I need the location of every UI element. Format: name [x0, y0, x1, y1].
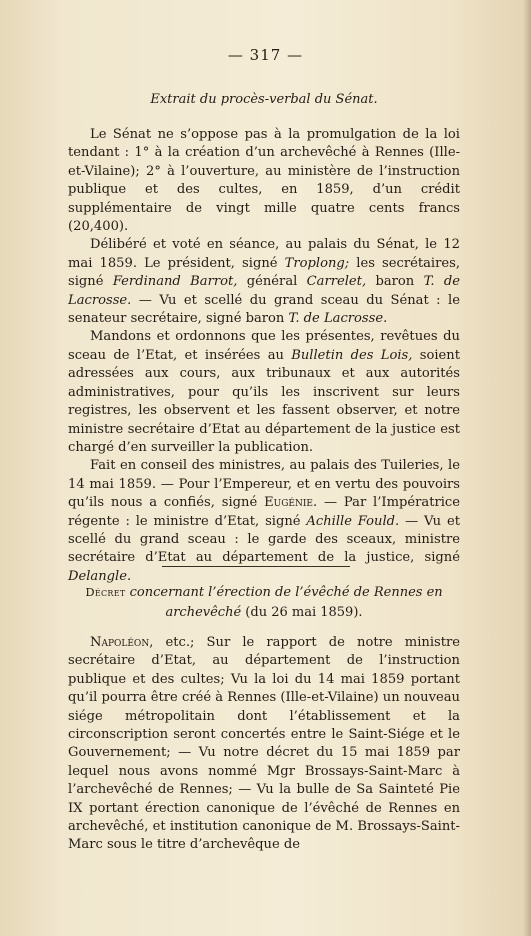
text-run: — Vu et scellé du grand sceau du Sénat : le senateur secrétaire, signé baron [68, 292, 460, 327]
signature-barrot: Ferdinand Barrot, [112, 274, 238, 290]
decree-body [68, 634, 460, 855]
text-run: général [237, 274, 307, 290]
decree-date: (du 26 mai 1859). [245, 605, 363, 620]
decree-heading [68, 582, 460, 623]
page-edge-shadow [523, 0, 531, 936]
page-number: — 317 — [227, 46, 304, 64]
bulletin-des-lois: Bulletin des Lois, [291, 347, 413, 363]
senate-extract-body [68, 126, 460, 586]
signature-eugenie: Eugénie. [264, 495, 318, 511]
text-run: Mandons et ordonnons que les présentes, revêtues du sceau de l’Etat, et insérées au [68, 329, 460, 363]
text-run: — Vu et scellé du grand sceau : le garde des sceaux, ministre secrétaire d’Etat au département de la justice, signé [68, 513, 460, 566]
signature-fould: Achille Fould. [306, 513, 400, 529]
text-run: — Par l’Impératrice régente : le ministre d’Etat, signé [68, 495, 460, 529]
decree-label: Décret [85, 585, 126, 599]
text-run: , etc.; Sur le rapport de notre ministre secrétaire d’Etat, au département de l’instruction publique et des cultes; Vu la loi du 14 mai 1859 portant qu’il pourra être créé à Rennes (Ille-et-Vilaine) un nouveau siége métropolitain dont l’établissement et la circonscription seront concertés entre le Saint-Siége et le Gouvernement; — Vu notre décret du 15 mai 1859 par lequel nous avons nommé Mgr Brossays-Saint-Marc à l’archevêché de Rennes; — Vu la bulle de Sa Sainteté Pie IX portant érection canonique de l’évêché de Rennes en archevêché, et institution canonique de M. Brossays-Saint-Marc sous le titre d’archevêque de [68, 635, 460, 853]
text-run: soient adressées aux cours, aux tribunaux et aux autorités administratives, pour qu’ils les inscrivent sur leurs registres, les observent et les fassent observer, et notre ministre secrétaire d’Etat au département de la justice est chargé d’en surveiller la publication. [68, 347, 460, 455]
signature-delangle: Delangle. [68, 568, 132, 584]
signature-troplong: Troplong; [284, 255, 350, 271]
text-run: Délibéré et voté en séance, au palais du Sénat, le 12 mai 1859. Le président, signé [68, 237, 460, 271]
text-run: les secrétaires, signé [68, 255, 461, 290]
section-divider [162, 566, 350, 567]
text-run: baron [366, 274, 424, 290]
senate-deliberation-paragraph [68, 236, 460, 328]
senate-resolution-paragraph: Le Sénat ne s’oppose pas à la promulgation de la loi tendant : 1° à la création d’un archevêché à Rennes (Ille-et-Vilaine); 2° à l’ouverture, au ministère de l’instruction publique et des cultes, en 1859, d’un crédit supplémentaire de vingt mille quatre cents francs (20,400). [68, 127, 460, 235]
decree-title: concernant l’érection de l’évêché de Rennes en archevêché [129, 585, 443, 620]
text-run: Fait en conseil des ministres, au palais des Tuileries, le 14 mai 1859. — Pour l’Empereur, et en vertu des pouvoirs qu’ils nous a confiés, signé [68, 458, 460, 511]
napoleon-name: Napoléon [90, 635, 150, 650]
signature-carrelet: Carrelet, [306, 274, 367, 290]
senate-extract-heading: Extrait du procès-verbal du Sénat. [150, 92, 378, 107]
signature-lacrosse: T. de Lacrosse. [288, 311, 388, 327]
promulgation-order-paragraph [68, 328, 460, 457]
decree-preamble-paragraph [68, 634, 460, 855]
signature-lacrosse: T. de Lacrosse. [68, 274, 461, 308]
